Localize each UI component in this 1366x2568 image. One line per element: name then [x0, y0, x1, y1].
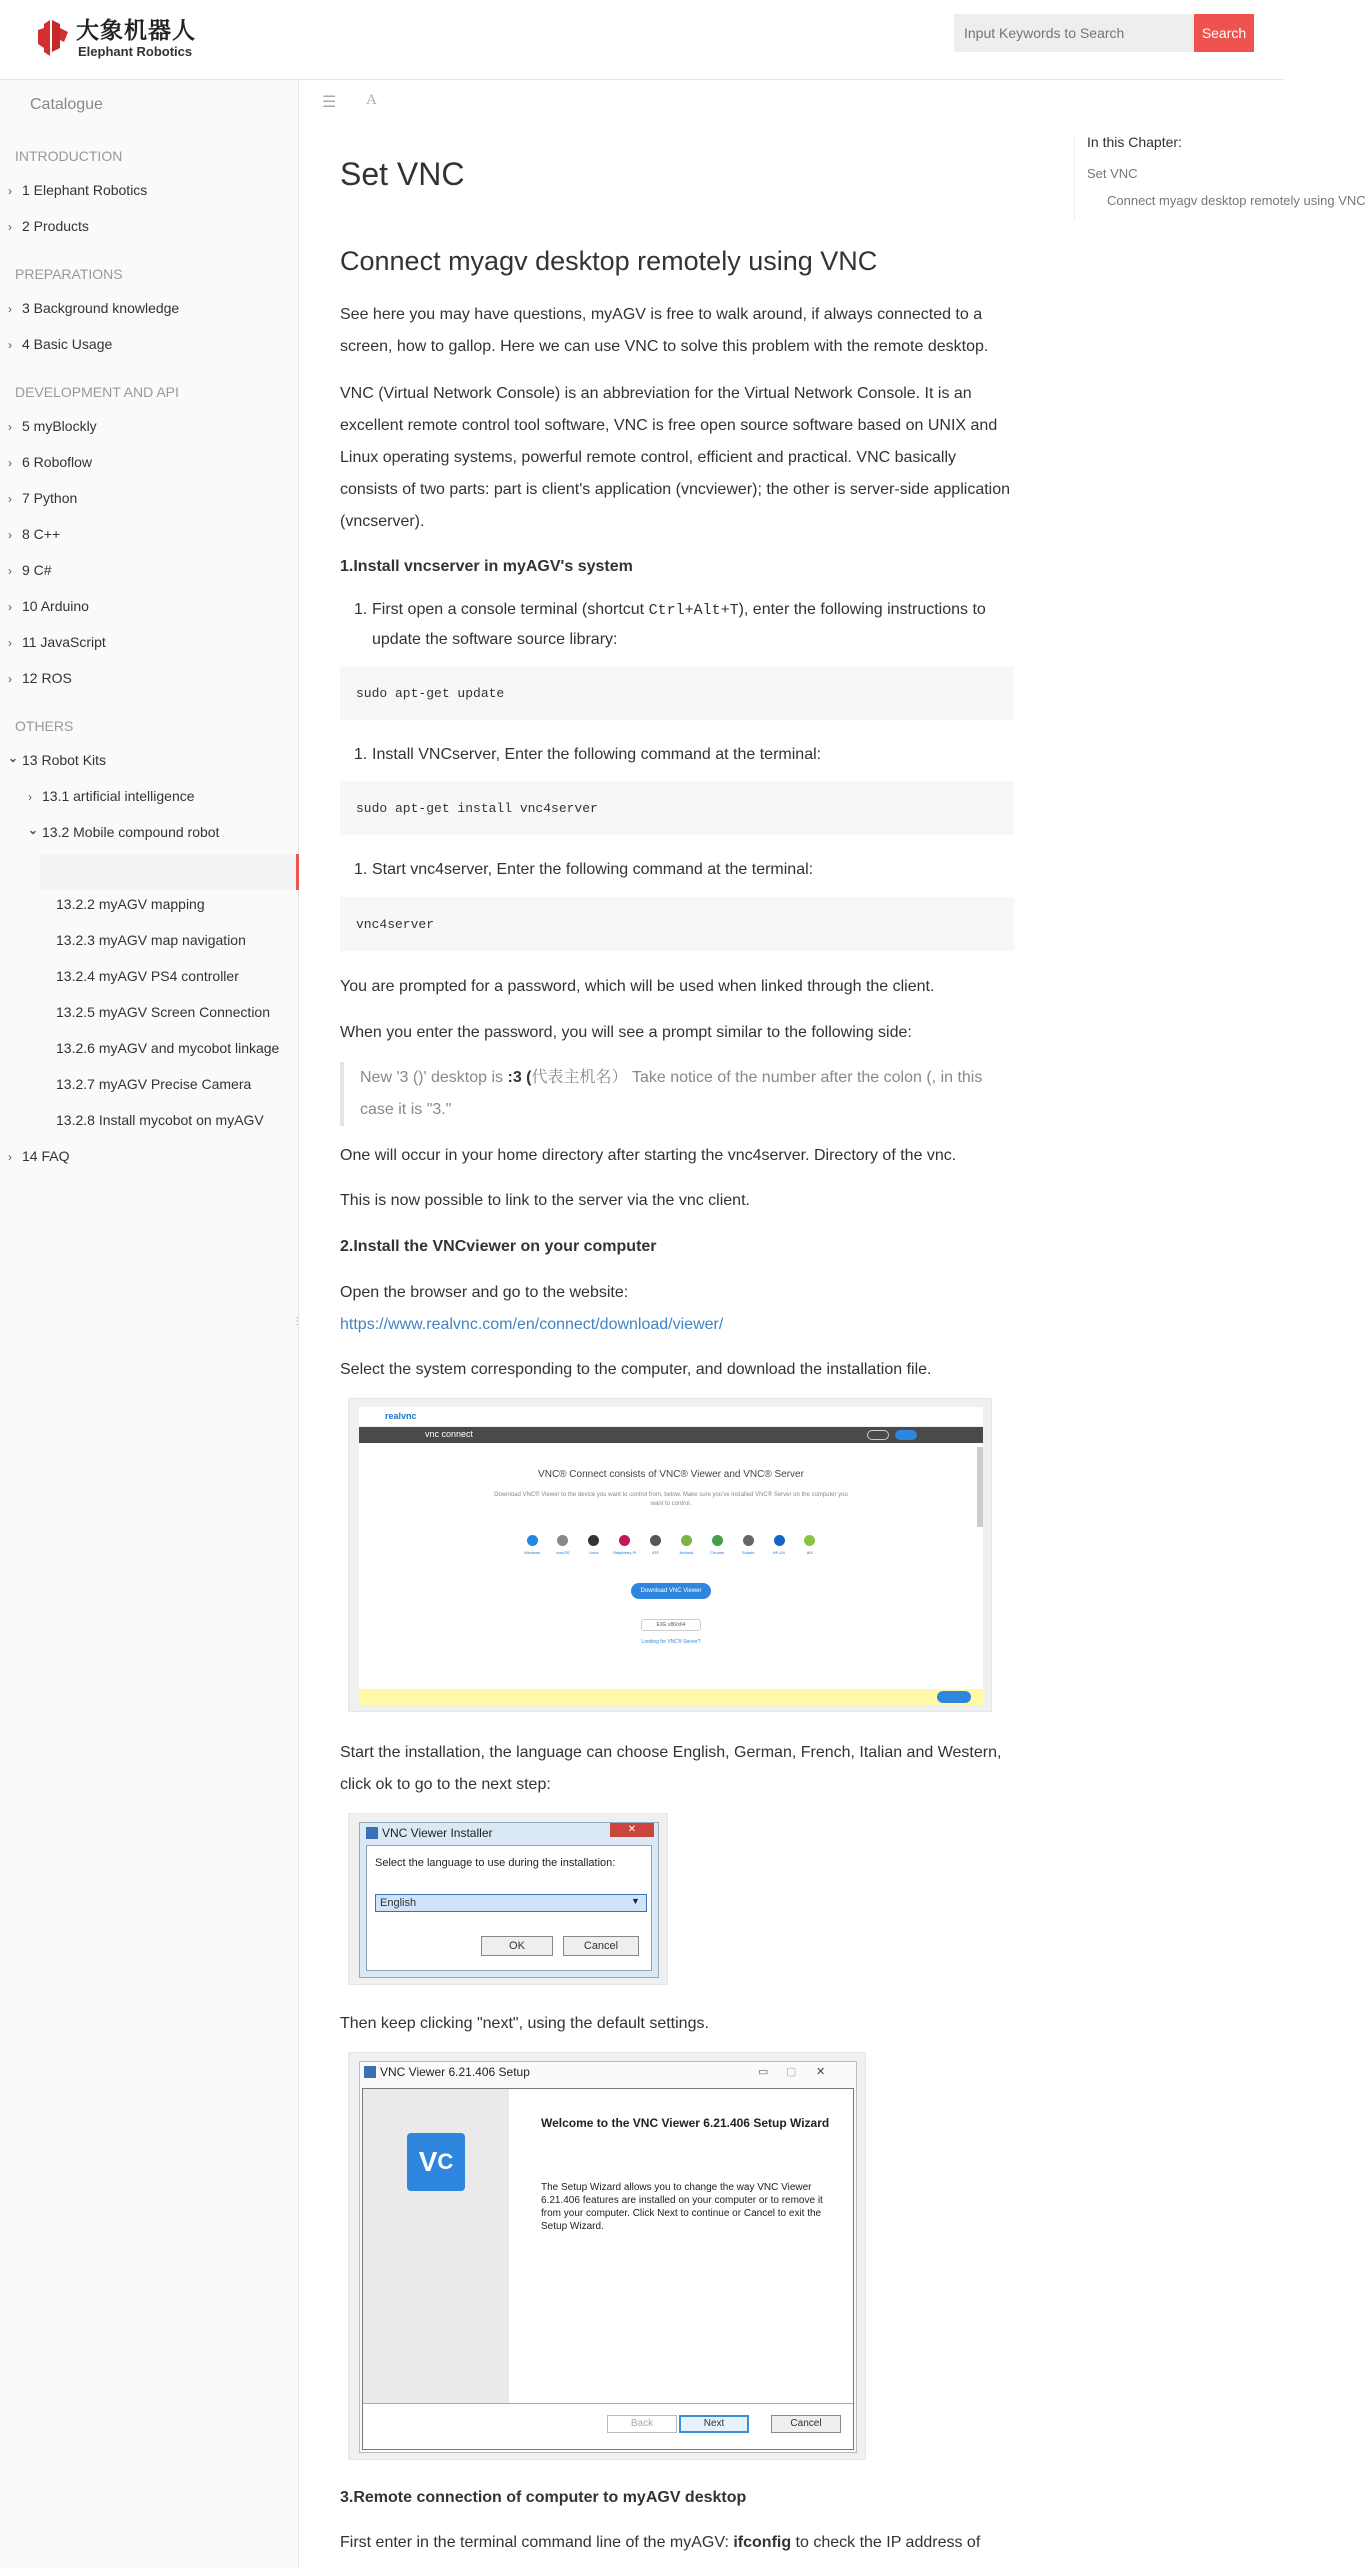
sidebar-item-label: 14 FAQ: [22, 1148, 70, 1164]
chevron-right-icon: ›: [28, 790, 32, 804]
sidebar-item-label: 13.2.3 myAGV map navigation: [56, 932, 246, 948]
chevron-right-icon: ›: [8, 492, 12, 506]
os-label: HP-UX: [772, 1550, 786, 1555]
chevron-right-icon: ›: [8, 456, 12, 470]
sidebar-item[interactable]: [8, 598, 290, 614]
setup-app-icon: [364, 2066, 376, 2078]
sidebar-item-label: 11 JavaScript: [22, 634, 106, 650]
cookie-banner: [359, 1689, 983, 1705]
os-label: Android: [679, 1550, 694, 1555]
sidebar-item-label: 13.2.5 myAGV Screen Connection: [56, 1004, 271, 1020]
font-settings-icon[interactable]: A: [366, 92, 377, 108]
toc-item-set-vnc[interactable]: Set VNC: [1087, 166, 1138, 181]
sidebar-item-label: 4 Basic Usage: [22, 336, 113, 352]
os-icon: [804, 1535, 815, 1546]
paragraph-keep-clicking: Then keep clicking "next", using the default settings.: [340, 2015, 709, 2032]
logo[interactable]: [36, 18, 196, 58]
sidebar-item[interactable]: [8, 526, 290, 542]
sidebar-item-label: 13.1 artificial intelligence: [42, 788, 195, 804]
sidebar-item-label: 12 ROS: [22, 670, 72, 686]
toc-title: In this Chapter:: [1087, 134, 1182, 150]
cancel-button[interactable]: Cancel: [563, 1936, 639, 1956]
sidebar-item[interactable]: [8, 1148, 290, 1164]
chevron-down-icon: ⌄: [28, 823, 39, 837]
code-block: sudo apt-get install vnc4server: [340, 781, 1014, 835]
download-link[interactable]: https://www.realvnc.com/en/connect/download/viewer/: [340, 1316, 724, 1333]
chevron-right-icon: ›: [8, 672, 12, 686]
section-heading: Connect myagv desktop remotely using VNC: [340, 246, 878, 276]
os-option[interactable]: [550, 1535, 576, 1565]
sidebar-item[interactable]: [56, 1076, 290, 1092]
paragraph-link-client: This is now possible to link to the server via the vnc client.: [340, 1192, 750, 1209]
language-select[interactable]: English: [375, 1894, 647, 1912]
paragraph-password-prompt: You are prompted for a password, which will be used when linked through the client.: [340, 978, 935, 995]
chevron-right-icon: ›: [8, 420, 12, 434]
os-label: Windows: [523, 1550, 541, 1555]
sidebar-item[interactable]: [56, 932, 290, 948]
sidebar-item-label: 1 Elephant Robotics: [22, 182, 148, 198]
os-icon: [650, 1535, 661, 1546]
sidebar-item[interactable]: [8, 182, 290, 198]
paragraph-password-result: When you enter the password, you will see a prompt similar to the following side:: [340, 1024, 912, 1041]
list-item: 1. Start vnc4server, Enter the following command at the terminal:: [354, 861, 814, 878]
os-option[interactable]: [519, 1535, 545, 1565]
os-option[interactable]: [612, 1535, 638, 1565]
paragraph-vnc-definition: VNC (Virtual Network Console) is an abbreviation for the Virtual Network Console. It is an excellent remote control tool software, VNC is free open source software based on UNIX and Linux operating systems, powerful remote control, efficient and practical. VNC basically consists of two parts: part is client's application (vncviewer); the other is server-side application (vncserver).: [340, 385, 1011, 530]
sidebar-item-label: 7 Python: [22, 490, 78, 506]
maximize-icon[interactable]: ▢: [786, 2066, 797, 2078]
close-icon[interactable]: ✕: [610, 1823, 654, 1837]
sidebar-item[interactable]: [56, 1112, 290, 1128]
chevron-down-icon: ⌄: [8, 751, 19, 765]
os-option[interactable]: [643, 1535, 669, 1565]
toc-item-connect[interactable]: Connect myagv desktop remotely using VNC: [1107, 193, 1366, 208]
sidebar-item-label: 8 C++: [22, 526, 61, 542]
sidebar-item-label: 10 Arduino: [22, 598, 89, 614]
setup-title: VNC Viewer 6.21.406 Setup: [380, 2065, 530, 2079]
sidebar-item[interactable]: [56, 1004, 290, 1020]
code-block: vnc4server: [340, 897, 1014, 951]
ifconfig-command: ifconfig: [733, 2534, 792, 2551]
vnc-installer-screenshot: [348, 1813, 668, 1985]
os-label: Raspberry Pi: [613, 1550, 637, 1555]
os-option[interactable]: [735, 1535, 761, 1565]
sidebar-item[interactable]: [56, 968, 290, 984]
step2-heading: 2.Install the VNCviewer on your computer: [340, 1238, 657, 1255]
back-button[interactable]: Back: [607, 2415, 677, 2433]
sidebar-item[interactable]: [8, 218, 290, 234]
sidebar-item[interactable]: [28, 824, 290, 840]
chevron-down-icon: ▼: [631, 1896, 640, 1906]
sidebar-item[interactable]: [8, 336, 290, 352]
sidebar-item-label: 6 Roboflow: [22, 454, 93, 470]
paragraph-open-browser: Open the browser and go to the website:: [340, 1284, 629, 1301]
looking-server-link: Looking for VNC® Server?: [641, 1639, 701, 1645]
sidebar-item[interactable]: [8, 454, 290, 470]
code-block: sudo apt-get update: [340, 666, 1014, 720]
os-label: macOS: [556, 1550, 570, 1555]
installer-text: Select the language to use during the installation:: [375, 1857, 616, 1869]
wizard-body: The Setup Wizard allows you to change the way VNC Viewer 6.21.406 features are installed on your computer or to remove it from your computer. Click Next to continue or Cancel to exit the Setup Wizard.: [541, 2182, 823, 2232]
sidebar-item[interactable]: [8, 300, 290, 316]
paragraph-select-system: Select the system corresponding to the computer, and download the installation file.: [340, 1361, 932, 1378]
sidebar-item-label: 13 Robot Kits: [22, 752, 107, 768]
divider: [363, 2403, 853, 2404]
sidebar-item-label: 3 Background knowledge: [22, 300, 180, 316]
realvnc-download-screenshot: [348, 1398, 992, 1712]
search-input[interactable]: [954, 14, 1194, 52]
wizard-heading: Welcome to the VNC Viewer 6.21.406 Setup Wizard: [541, 2116, 830, 2130]
wizard-side-panel: [363, 2089, 509, 2403]
os-label: Chrome: [710, 1550, 725, 1555]
exe-select[interactable]: EXE x86/x64: [641, 1619, 701, 1631]
chevron-right-icon: ›: [8, 302, 12, 316]
paragraph-intro: See here you may have questions, myAGV is free to walk around, if always connected to a screen, how to gallop. Here we can use VNC to solve this problem with the remote desktop.: [340, 306, 989, 355]
os-option[interactable]: [581, 1535, 607, 1565]
list-item: 1. First open a console terminal (shortcut Ctrl+Alt+T), enter the following instructions to update the software source library:: [354, 601, 986, 648]
sidebar-resize-handle[interactable]: ⋮: [292, 1316, 302, 1327]
chevron-right-icon: ›: [8, 564, 12, 578]
list-item: 1. Install VNCserver, Enter the following command at the terminal:: [354, 746, 822, 763]
sidebar-item-label: 13.2.8 Install mycobot on myAGV: [56, 1112, 264, 1128]
os-icon: [774, 1535, 785, 1546]
page-title: Set VNC: [340, 156, 465, 192]
sidebar-item[interactable]: [56, 1040, 290, 1056]
paragraph-start-installation: Start the installation, the language can choose English, German, French, Italian and Western, click ok to go to the next step:: [340, 1744, 1002, 1793]
sidebar-item[interactable]: [8, 490, 290, 506]
os-option[interactable]: [673, 1535, 699, 1565]
chevron-right-icon: ›: [8, 338, 12, 352]
os-label: Solaris: [742, 1550, 755, 1555]
os-icon: [681, 1535, 692, 1546]
os-icon: [527, 1535, 538, 1546]
paragraph-home-dir: One will occur in your home directory after starting the vnc4server. Directory of the vnc.: [340, 1147, 957, 1164]
sidebar-item[interactable]: [56, 896, 290, 912]
chevron-right-icon: ›: [8, 636, 12, 650]
sidebar-item[interactable]: [8, 562, 290, 578]
chevron-right-icon: ›: [8, 184, 12, 198]
buy-pill: [895, 1430, 917, 1440]
os-label: Linux: [588, 1550, 599, 1555]
ok-button[interactable]: OK: [481, 1936, 553, 1956]
cancel-button[interactable]: Cancel: [771, 2415, 841, 2433]
blockquote: New '3 ()' desktop is :3 (代表主机名） Take notice of the number after the colon (, in this case it is "3.": [340, 1062, 1014, 1126]
vnc-logo-icon: V C: [407, 2133, 465, 2191]
os-icon: [557, 1535, 568, 1546]
chapter-toc: [1074, 134, 1366, 220]
sidebar-section-heading: OTHERS: [15, 718, 74, 734]
active-item-highlight: [40, 854, 299, 890]
sidebar-section-heading: PREPARATIONS: [15, 266, 123, 282]
sidebar-item-label: 13.2.6 myAGV and mycobot linkage: [56, 1040, 280, 1056]
chat-pill: [937, 1691, 971, 1703]
os-option[interactable]: [797, 1535, 823, 1565]
search-button[interactable]: Search: [1194, 14, 1254, 52]
sidebar-item[interactable]: [28, 788, 290, 804]
os-icon: [712, 1535, 723, 1546]
sidebar-item[interactable]: [8, 634, 290, 650]
minimize-icon[interactable]: ▭: [758, 2066, 769, 2078]
os-option[interactable]: [766, 1535, 792, 1565]
chevron-right-icon: ›: [8, 528, 12, 542]
sidebar-item-label: 5 myBlockly: [22, 418, 97, 434]
chevron-right-icon: ›: [8, 600, 12, 614]
os-icon-row: [519, 1535, 823, 1565]
signin-pill: [867, 1430, 889, 1440]
catalogue-title: Catalogue: [30, 96, 103, 113]
os-label: AIX: [806, 1550, 814, 1555]
logo-cn-text: 大象机器人: [76, 16, 196, 43]
sidebar-item-label: 13.2.7 myAGV Precise Camera: [56, 1076, 252, 1092]
toggle-sidebar-icon[interactable]: ☰: [322, 94, 337, 111]
close-icon[interactable]: ✕: [816, 2066, 826, 2078]
sidebar-item-label: 13.2.2 myAGV mapping: [56, 896, 205, 912]
sidebar-item-label: 13.2.4 myAGV PS4 controller: [56, 968, 239, 984]
download-viewer-button[interactable]: Download VNC Viewer: [631, 1583, 711, 1599]
os-icon: [743, 1535, 754, 1546]
chevron-right-icon: ›: [8, 1150, 12, 1164]
sidebar-item[interactable]: [8, 670, 290, 686]
next-button[interactable]: Next: [679, 2415, 749, 2433]
paragraph-ifconfig: First enter in the terminal command line of the myAGV: ifconfig to check the IP address of: [340, 2534, 981, 2551]
vnc-setup-screenshot: [348, 2052, 866, 2460]
realvnc-brand: realvnc: [385, 1411, 417, 1421]
os-option[interactable]: [704, 1535, 730, 1565]
logo-icon: [36, 18, 70, 58]
os-label: iOS: [652, 1550, 659, 1555]
chevron-right-icon: ›: [8, 220, 12, 234]
sidebar-item-label: 13.2 Mobile compound robot: [42, 824, 220, 840]
sidebar-item-label: 2 Products: [22, 218, 89, 234]
logo-en-text: Elephant Robotics: [78, 43, 193, 59]
step1-heading: 1.Install vncserver in myAGV's system: [340, 558, 633, 575]
vnc-connect-nav: vnc connect: [425, 1429, 474, 1439]
sidebar-item[interactable]: [8, 418, 290, 434]
top-header: [0, 0, 1284, 80]
sidebar-item-label: 9 C#: [22, 562, 52, 578]
sidebar-section-heading: DEVELOPMENT AND API: [15, 384, 179, 400]
realvnc-headline: VNC® Connect consists of VNC® Viewer and VNC® Server: [538, 1469, 804, 1480]
os-icon: [588, 1535, 599, 1546]
shortcut-key: Ctrl+Alt+T: [648, 602, 739, 619]
realvnc-sub: Download VNC® Viewer to the device you want to control from, below. Make sure you've installed VNC® Server on the computer you want to control.: [494, 1492, 848, 1507]
sidebar-item[interactable]: [8, 752, 290, 768]
installer-title: VNC Viewer Installer: [382, 1826, 493, 1840]
os-icon: [619, 1535, 630, 1546]
scrollbar: [977, 1447, 983, 1527]
step3-heading: 3.Remote connection of computer to myAGV desktop: [340, 2489, 747, 2506]
sidebar-section-heading: INTRODUCTION: [15, 148, 123, 164]
installer-app-icon: [366, 1827, 378, 1839]
